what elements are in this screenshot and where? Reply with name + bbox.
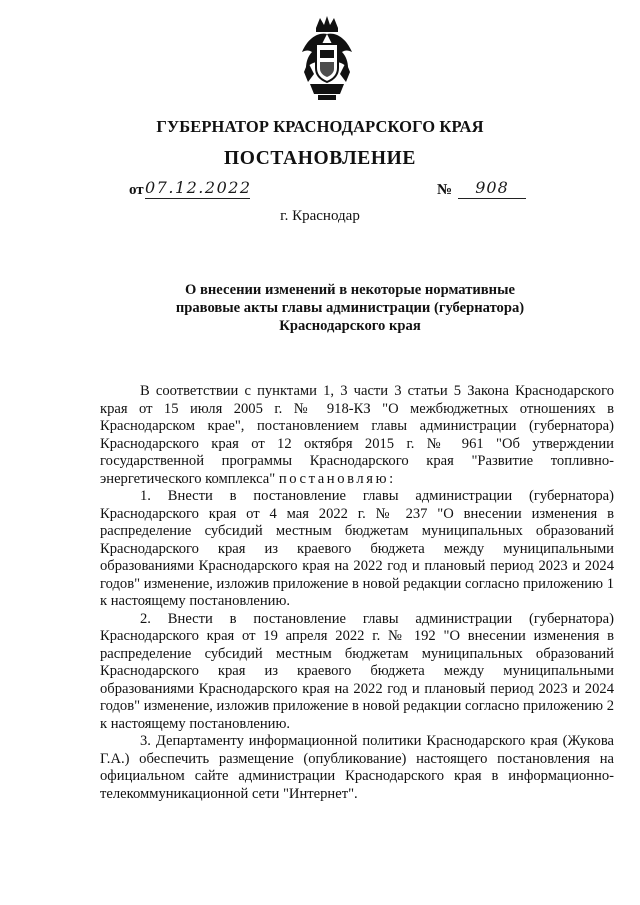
authority-title: ГУБЕРНАТОР КРАСНОДАРСКОГО КРАЯ [156, 117, 484, 136]
preamble-text: В соответствии с пунктами 1, 3 части 3 статьи 5 Закона Краснодарского края от 15 июля 2005 г. № 918-КЗ "О межбюджетных отношениях в Краснодарском крае", постановлением главы администрации (губернатора) Краснодарского края от 12 октября 2015 г. № 961 "Об утверждении государственной программы Краснодарского края "Развитие топливно-энергетического комплекса" [100, 383, 614, 487]
item-1-paragraph: 1. Внести в постановление главы администрации (губернатора) Краснодарского края от 4 мая 2022 г. № 237 "О внесении изменения в распределение субсидий местным бюджетам муниципальных образований Краснодарского края из краевого бюджета между муниципальными образованиями Краснодарского края на 2022 год и плановый период 2023 и 2024 годов" изменение, изложив приложение в новой редакции согласно приложению 1 к настоящему постановлению. [100, 488, 614, 609]
subject-line: О внесении изменений в некоторые нормативные [185, 282, 515, 298]
item-3-paragraph: 3. Департаменту информационной политики Краснодарского края (Жукова Г.А.) обеспечить размещение (опубликование) настоящего постановления на официальном сайте администрации Краснодарского края в информационно-телекоммуникационной сети "Интернет". [100, 733, 614, 802]
coat-of-arms-icon [296, 14, 358, 104]
subject-line: Краснодарского края [279, 318, 421, 334]
item-2-paragraph: 2. Внести в постановление главы администрации (губернатора) Краснодарского края от 19 апреля 2022 г. № 192 "О внесении изменения в распределение субсидий местным бюджетам муниципальных образований Краснодарского края из краевого бюджета между муниципальными образованиями Краснодарского края на 2022 год и плановый период 2023 и 2024 годов" изменение, изложив приложение в новой редакции согласно приложению 2 к настоящему постановлению. [100, 610, 614, 732]
document-type: ПОСТАНОВЛЕНИЕ [223, 148, 417, 169]
city: г. Краснодар [280, 208, 360, 224]
preamble-paragraph [100, 383, 614, 488]
date-value: 07.12.2022 [145, 178, 252, 197]
document-body [100, 383, 614, 803]
subject-heading [140, 281, 560, 335]
number-label: № [437, 182, 453, 198]
resolve-word: постановляю: [278, 470, 396, 487]
number-value: 908 [458, 178, 526, 199]
subject-line: правовые акты главы администрации (губернатора) [175, 300, 525, 316]
date-label: от [129, 182, 144, 198]
